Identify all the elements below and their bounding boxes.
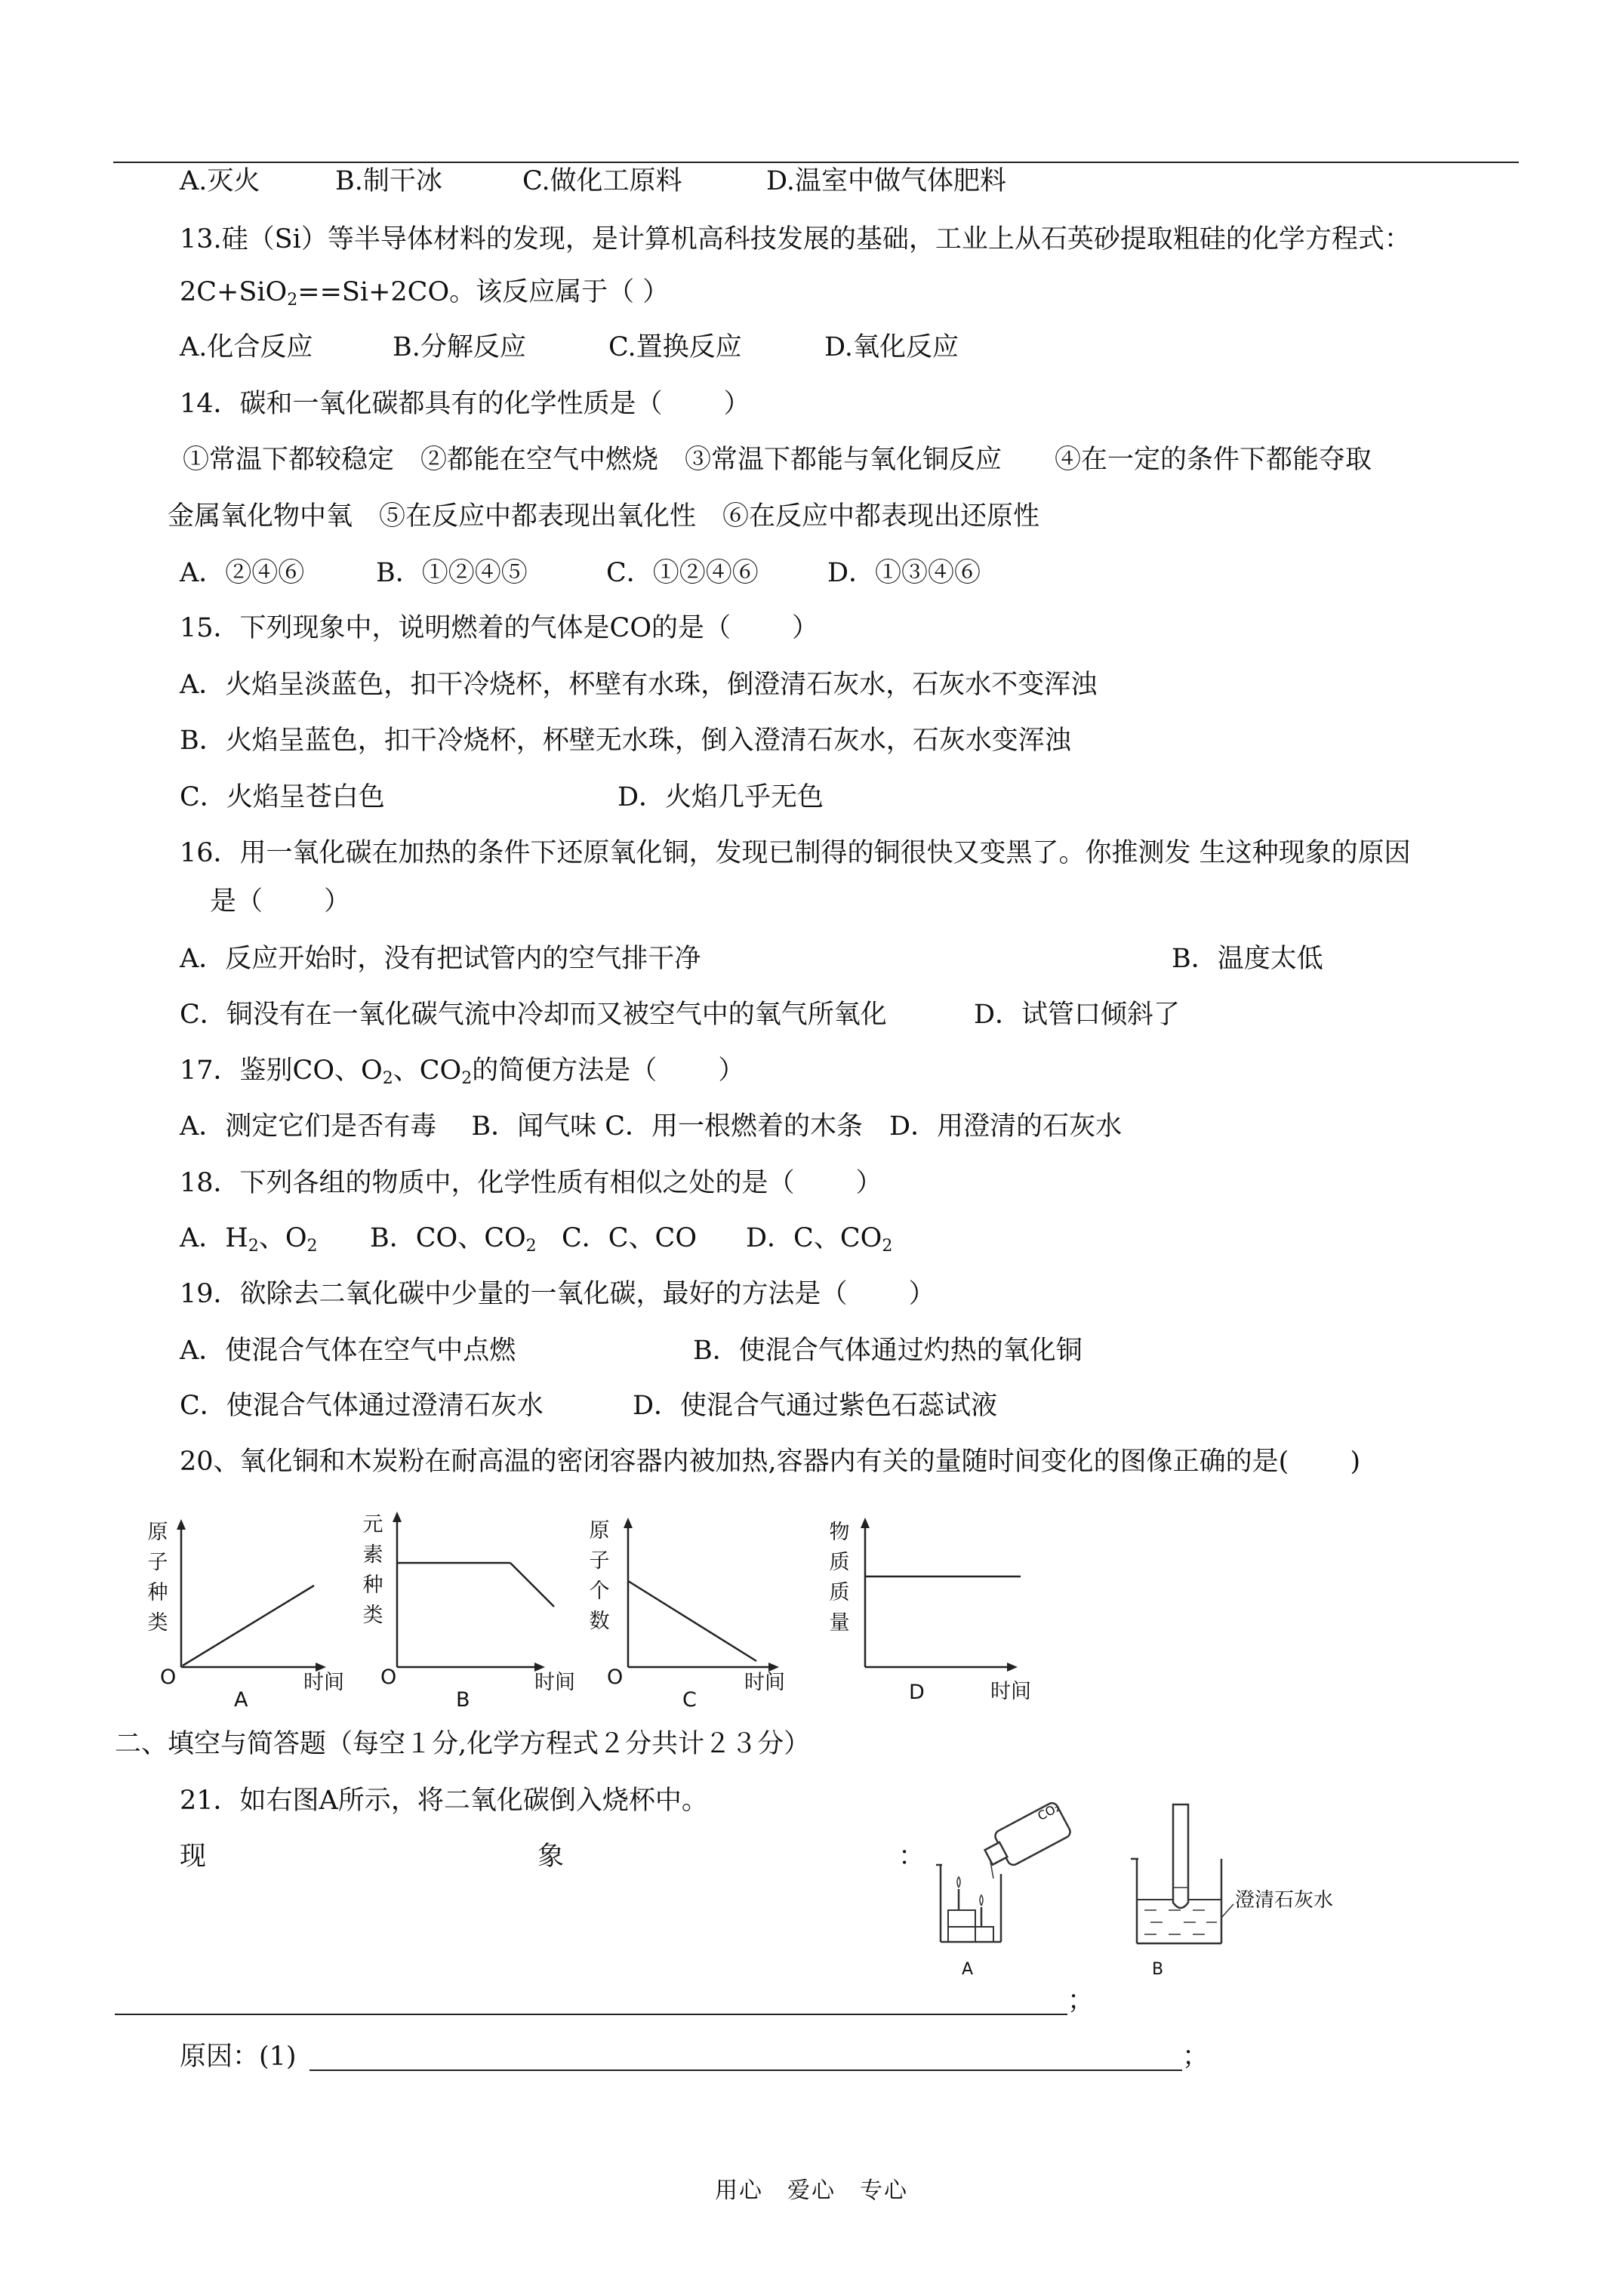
q19-option-d: D．使混合气通过紫色石蕊试液 xyxy=(633,1391,998,1421)
q15-option-c: C．火焰呈苍白色 xyxy=(180,782,385,812)
q15-stem: 15．下列现象中，说明燃着的气体是CO的是（ ） xyxy=(180,613,819,643)
q14-option-d: D．①③④⑥ xyxy=(827,558,981,588)
q14-option-a: A．②④⑥ xyxy=(180,558,305,588)
q21-reason-label: 原因：(1) xyxy=(180,2042,297,2072)
graph-d-letter: D xyxy=(909,1681,925,1704)
q18-option-c: C．C、CO xyxy=(562,1223,698,1253)
q21-solution-label: 澄清石灰水 xyxy=(1235,1889,1334,1912)
q16-stem: 16．用一氧化碳在加热的条件下还原氧化铜，发现已制得的铜很快又变黑了。你推测发 生这种现象的原因 xyxy=(180,838,1411,868)
q13-stem: 13.硅（Si）等半导体材料的发现，是计算机高科技发展的基础，工业上从石英砂提取粗硅的化学方程式： xyxy=(180,224,1411,254)
q16-option-a: A．反应开始时，没有把试管内的空气排干净 xyxy=(180,944,701,974)
graph-b-letter: B xyxy=(456,1688,470,1712)
graph-c-letter: C xyxy=(682,1688,697,1712)
q19-option-c: C．使混合气体通过澄清石灰水 xyxy=(180,1391,544,1421)
q20-graph-c xyxy=(586,1516,797,1714)
q14-statements-line2: 金属氧化物中氧 ⑤在反应中都表现出氧化性 ⑥在反应中都表现出还原性 xyxy=(168,501,1040,532)
q16-option-b: B．温度太低 xyxy=(1172,944,1323,974)
graph-b-origin: O xyxy=(380,1666,397,1689)
q21-bottle-label: CO₂ xyxy=(1035,1800,1062,1823)
graph-a-origin: O xyxy=(160,1666,177,1689)
q13-option-d: D.氧化反应 xyxy=(824,332,959,362)
q16-option-c: C．铜没有在一氧化碳气流中冷却而又被空气中的氧气所氧化 xyxy=(180,1000,887,1030)
graph-a-letter: A xyxy=(234,1688,248,1712)
q21-observation-blank[interactable] xyxy=(115,2014,1067,2015)
q14-stem: 14．碳和一氧化碳都具有的化学性质是（ ） xyxy=(180,389,750,419)
q20-graph-d xyxy=(826,1516,1052,1714)
q19-option-b: B．使混合气体通过灼热的氧化铜 xyxy=(693,1336,1083,1366)
q14-option-b: B．①②④⑤ xyxy=(376,558,528,588)
q13-equation: 2C+SiO$_2$==Si+2CO。该反应属于（ ） xyxy=(180,277,670,310)
graph-c-ylabel: 原子个数 xyxy=(589,1519,610,1633)
q21-semicolon-2: ； xyxy=(1182,2042,1209,2072)
q13-option-a: A.化合反应 xyxy=(180,332,313,362)
graph-d-xlabel: 时间 xyxy=(990,1680,1031,1703)
q14-statements-line1: ①常温下都较稳定 ②都能在空气中燃烧 ③常温下都能与氧化铜反应 ④在一定的条件下都能夺取 xyxy=(183,445,1372,475)
q21-label-xian: 现 xyxy=(180,1841,207,1872)
q12-option-a: A.灭火 xyxy=(180,166,260,196)
q21-figure-label-a: A xyxy=(962,1960,974,1979)
q12-option-d: D.温室中做气体肥料 xyxy=(766,166,1006,196)
q21-label-xiang: 象 xyxy=(537,1841,565,1872)
q16-stem-continued: 是（ ） xyxy=(210,886,351,917)
section-2-title: 二、填空与简答题（每空１分,化学方程式２分共计２３分） xyxy=(115,1729,811,1759)
q21-reason-1-blank[interactable] xyxy=(310,2069,1182,2071)
graph-d-ylabel: 物质质量 xyxy=(829,1521,850,1635)
graph-c-xlabel: 时间 xyxy=(744,1671,785,1694)
q14-option-c: C．①②④⑥ xyxy=(606,558,759,588)
graph-a-xlabel: 时间 xyxy=(303,1671,344,1694)
q20-stem: 20、氧化铜和木炭粉在耐高温的密闭容器内被加热,容器内有关的量随时间变化的图像正确的是( ) xyxy=(180,1447,1361,1477)
q13-option-c: C.置换反应 xyxy=(608,332,742,362)
page-footer: 用心 爱心 专心 xyxy=(715,2177,908,2204)
q21-label-colon: ： xyxy=(898,1841,925,1872)
q21-figure xyxy=(925,1789,1333,1993)
header-rule xyxy=(113,162,1519,163)
q15-option-b: B．火焰呈蓝色，扣干冷烧杯，杯壁无水珠，倒入澄清石灰水，石灰水变浑浊 xyxy=(180,726,1071,756)
q17-stem: 17．鉴别CO、$O_2$、$CO_2$的简便方法是（ ） xyxy=(180,1056,745,1088)
q19-stem: 19．欲除去二氧化碳中少量的一氧化碳，最好的方法是（ ） xyxy=(180,1279,935,1309)
graph-a-ylabel: 原子种类 xyxy=(147,1521,168,1635)
q17-options: A．测定它们是否有毒 B．闻气味 C．用一根燃着的木条 D．用澄清的石灰水 xyxy=(180,1111,1123,1142)
graph-b-ylabel: 元素种类 xyxy=(362,1513,383,1627)
q12-option-c: C.做化工原料 xyxy=(522,166,682,196)
q21-figure-label-b: B xyxy=(1152,1960,1164,1979)
q18-option-a: A．$H_2$、$O_2$ xyxy=(180,1223,318,1256)
q20-graph-b xyxy=(359,1510,575,1714)
q15-option-d: D．火焰几乎无色 xyxy=(617,782,824,812)
q20-graph-a xyxy=(140,1518,344,1714)
q13-option-b: B.分解反应 xyxy=(393,332,526,362)
q21-semicolon-1: ； xyxy=(1067,1986,1095,2016)
q12-option-b: B.制干冰 xyxy=(335,166,442,196)
q16-option-d: D．试管口倾斜了 xyxy=(974,1000,1181,1030)
graph-c-origin: O xyxy=(607,1666,624,1689)
q15-option-a: A．火焰呈淡蓝色，扣干冷烧杯，杯壁有水珠，倒澄清石灰水，石灰水不变浑浊 xyxy=(180,670,1098,700)
graph-b-xlabel: 时间 xyxy=(534,1671,575,1694)
q19-option-a: A．使混合气体在空气中点燃 xyxy=(180,1336,516,1366)
q21-stem: 21．如右图A所示，将二氧化碳倒入烧杯中。 xyxy=(180,1786,708,1816)
q18-option-d: D．C、$CO_2$ xyxy=(746,1223,893,1256)
q18-option-b: B．CO、$CO_2$ xyxy=(370,1223,537,1256)
q18-stem: 18．下列各组的物质中，化学性质有相似之处的是（ ） xyxy=(180,1168,882,1198)
